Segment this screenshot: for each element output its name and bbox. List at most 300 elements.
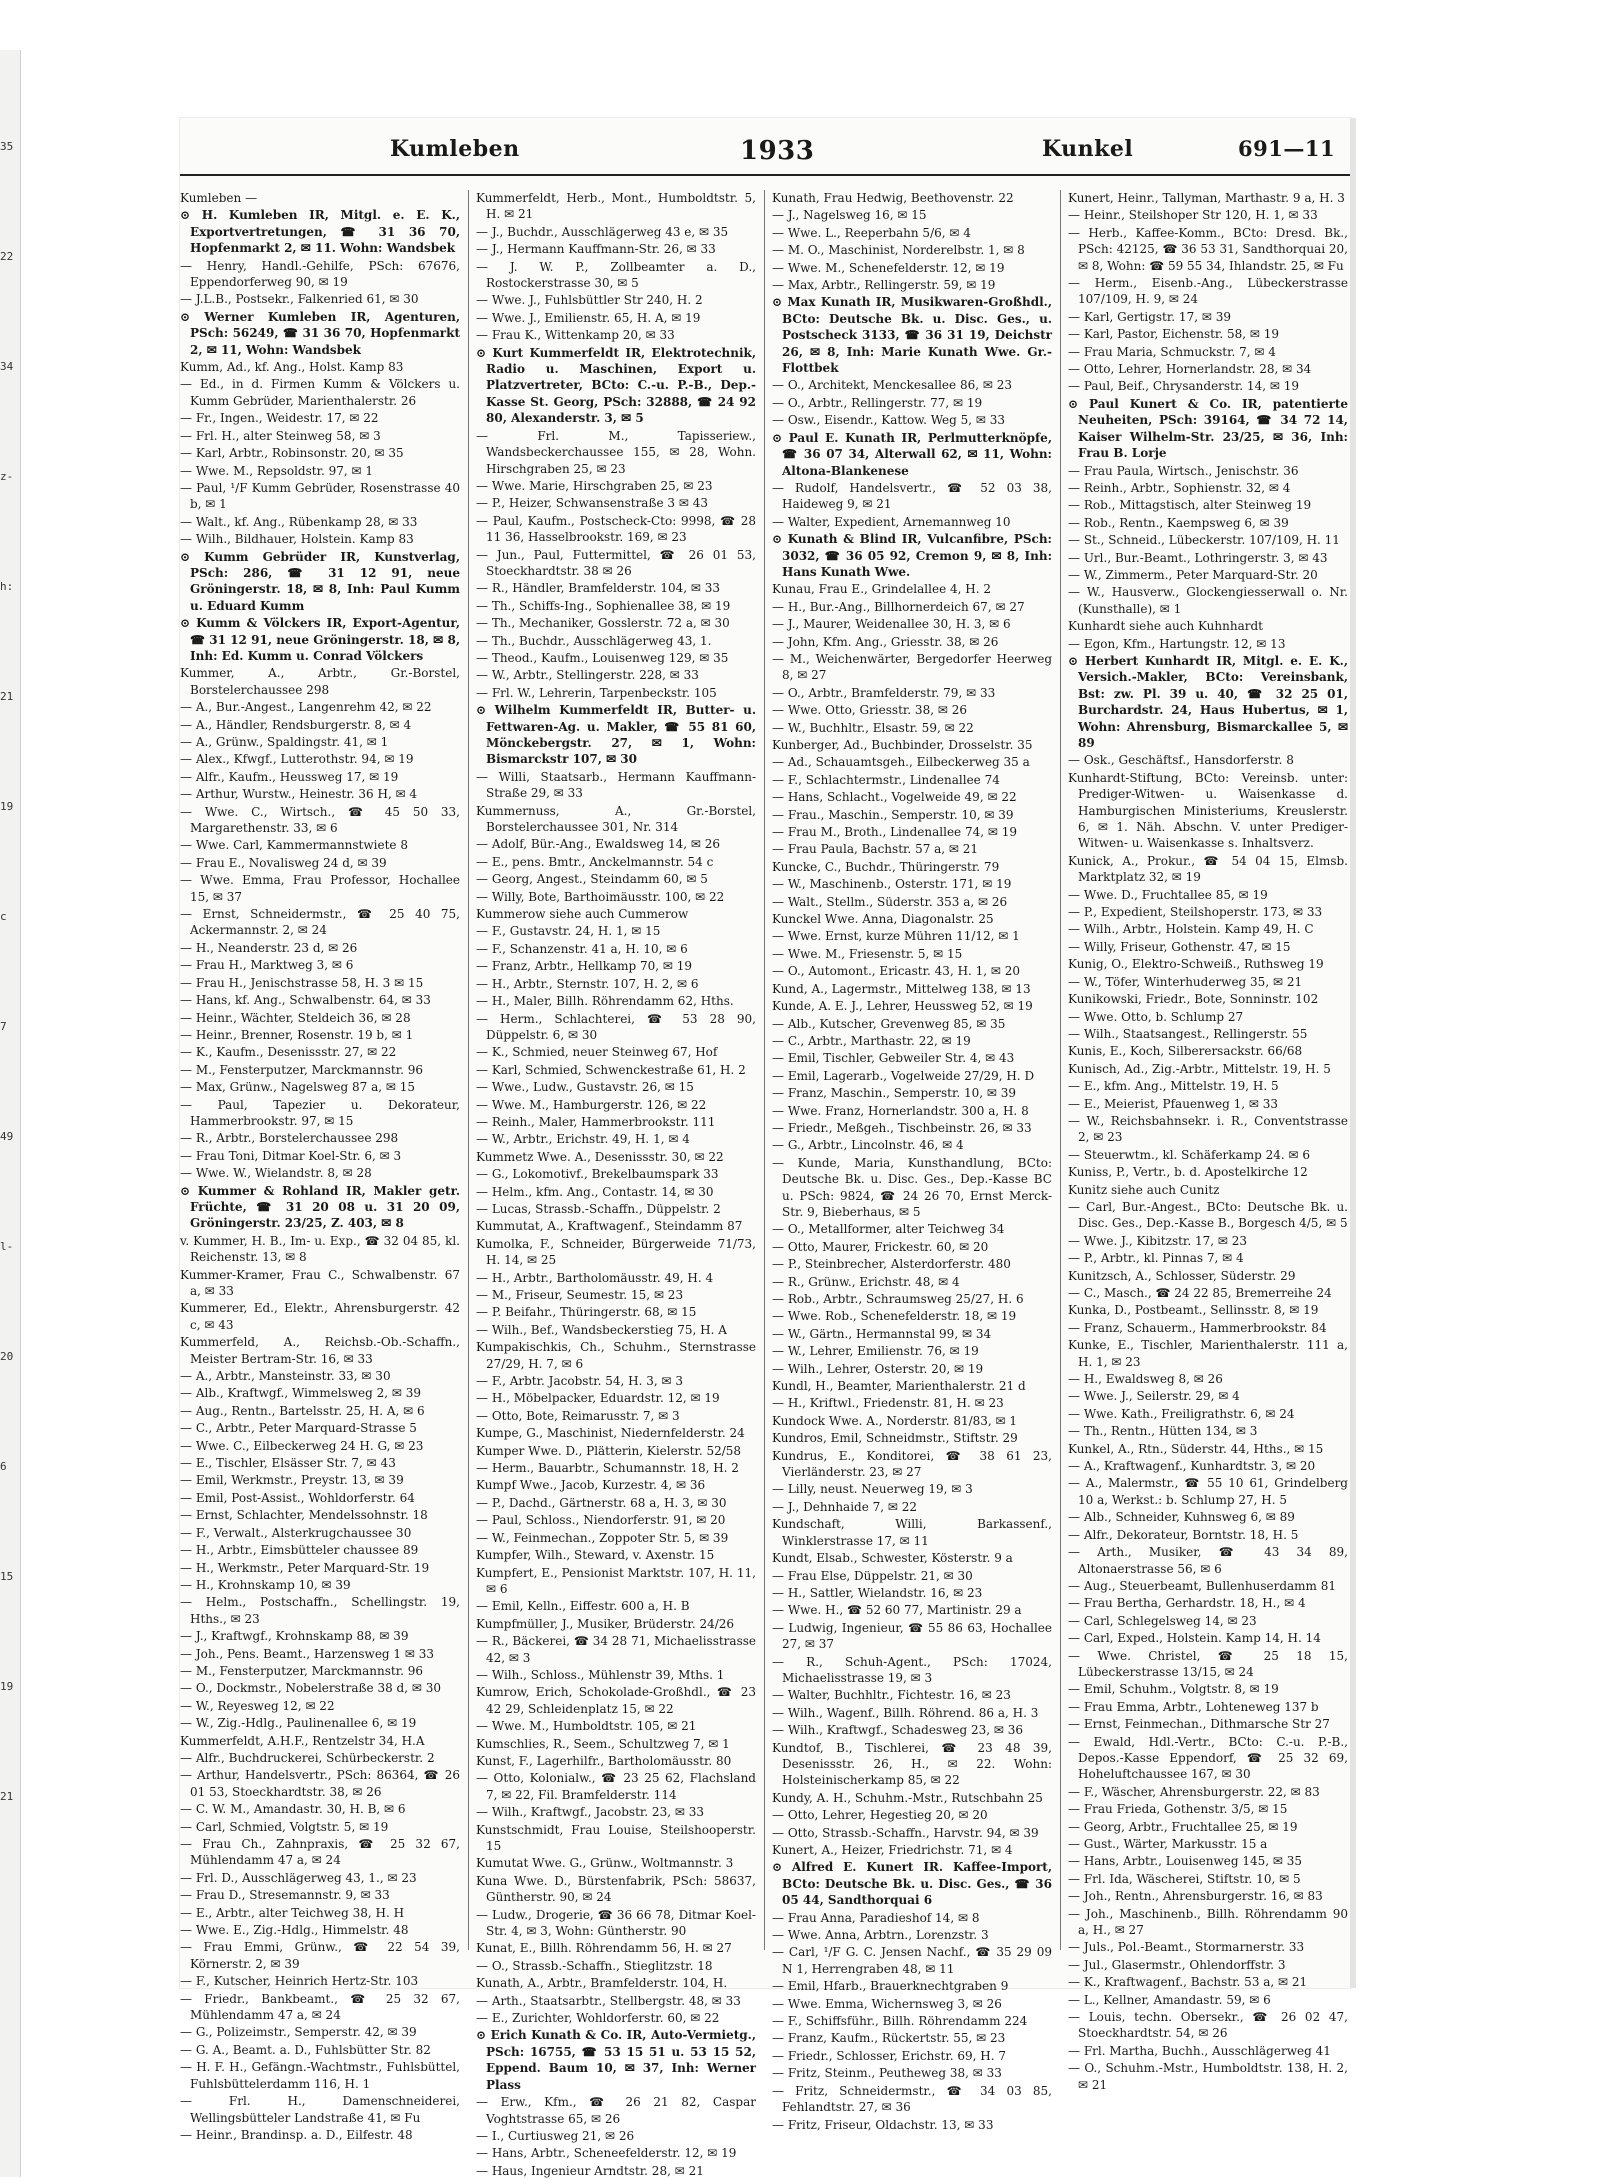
directory-column-2 bbox=[476, 190, 756, 2178]
directory-entry: — J., Maurer, Weidenallee 30, H. 3, ✉ 6 bbox=[772, 617, 1011, 632]
header-page-number: 691—11 bbox=[1238, 136, 1336, 161]
directory-entry: — O., Arbtr., Bramfelderstr. 79, ✉ 33 bbox=[772, 685, 996, 700]
directory-entry-head: Kundrus, E., Konditorei, ☎ 38 61 23, Vierländerstr. 23, ✉ 27 bbox=[772, 1448, 1052, 1480]
directory-entry: — H. F. H., Gefängn.-Wachtmstr., Fuhlsbüttel, Fuhlsbüttelerdamm 116, H. 1 bbox=[180, 2060, 460, 2091]
directory-entry: — Kunde, Maria, Kunsthandlung, BCto: Deutsche Bk. u. Disc. Ges., Dep.-Kasse BC u. PSch: 9824, ☎ 24 26 70, Ernst Merck-Str. 9, Bieberhaus, ✉ 5 bbox=[772, 1155, 1052, 1219]
directory-entry: — Helm., Postschaffn., Schellingstr. 19, Hths., ✉ 23 bbox=[180, 1595, 460, 1626]
directory-entry: — E., Tischler, Elsässer Str. 7, ✉ 43 bbox=[180, 1456, 396, 1471]
directory-entry: — Herm., Bauarbtr., Schumannstr. 18, H. 2 bbox=[476, 1461, 739, 1476]
directory-entry: — J.L.B., Postsekr., Falkenried 61, ✉ 30 bbox=[180, 292, 419, 307]
directory-entry-head: Kundl, H., Beamter, Marienthalerstr. 21 d bbox=[772, 1379, 1026, 1394]
directory-entry: — Steuerwtm., kl. Schäferkamp 24. ✉ 6 bbox=[1068, 1147, 1310, 1162]
directory-entry: — Th., Schiffs-Ing., Sophienallee 38, ✉ 19 bbox=[476, 598, 731, 613]
previous-page-fragment: l- bbox=[0, 1240, 14, 1253]
directory-entry: — W., Zig.-Hdlg., Paulinenallee 6, ✉ 19 bbox=[180, 1716, 417, 1731]
directory-entry: — Wwe. J., Seilerstr. 29, ✉ 4 bbox=[1068, 1389, 1240, 1404]
directory-entry: — Juls., Pol.-Beamt., Stormarnerstr. 33 bbox=[1068, 1940, 1305, 1955]
directory-entry: — Frau H., Marktweg 3, ✉ 6 bbox=[180, 958, 354, 973]
directory-entry: — M., Weichenwärter, Bergedorfer Heerweg 8, ✉ 27 bbox=[772, 651, 1052, 683]
directory-entry: — Friedr., Meßgeh., Tischbeinstr. 26, ✉ 33 bbox=[772, 1120, 1032, 1135]
directory-entry: — F., Schanzenstr. 41 a, H. 10, ✉ 6 bbox=[476, 941, 688, 956]
directory-entry-head: Kunstschmidt, Frau Louise, Steilshooperstr. 15 bbox=[476, 1822, 756, 1853]
directory-entry: — P., Heizer, Schwansenstraße 3 ✉ 43 bbox=[476, 496, 708, 511]
directory-entry-head: Kumleben — bbox=[180, 191, 258, 205]
directory-entry: — O., Automont., Ericastr. 43, H. 1, ✉ 20 bbox=[772, 964, 1021, 979]
directory-entry: — Wilh., Staatsangest., Rellingerstr. 55 bbox=[1068, 1026, 1308, 1041]
directory-entry: — F., Wäscher, Ahrensburgerstr. 22, ✉ 83 bbox=[1068, 1784, 1320, 1799]
directory-entry: — W., Gärtn., Hermannstal 99, ✉ 34 bbox=[772, 1326, 992, 1341]
directory-entry: — Aug., Rentn., Bartelsstr. 25, H. A, ✉ 6 bbox=[180, 1403, 425, 1418]
directory-entry: — Friedr., Schlosser, Erichstr. 69, H. 7 bbox=[772, 2048, 1006, 2063]
directory-entry: — Emil, Kelln., Eiffestr. 600 a, H. B bbox=[476, 1599, 690, 1614]
directory-entry: — Friedr., Bankbeamt., ☎ 25 32 67, Mühlendamm 47 a, ✉ 24 bbox=[180, 1991, 460, 2023]
directory-entry-head: Kundros, Emil, Schneidmstr., Stiftstr. 29 bbox=[772, 1431, 1018, 1446]
directory-entry: — Heinr., Brenner, Rosenstr. 19 b, ✉ 1 bbox=[180, 1027, 414, 1042]
previous-page-fragment: 22 bbox=[0, 250, 14, 263]
directory-entry-head: Kunde, A. E. J., Lehrer, Heussweg 52, ✉ 19 bbox=[772, 999, 1033, 1014]
directory-entry: — R., Grünw., Erichstr. 48, ✉ 4 bbox=[772, 1274, 960, 1289]
directory-entry: — J., Kraftwgf., Krohnskamp 88, ✉ 39 bbox=[180, 1629, 409, 1644]
directory-entry: — O., Strassb.-Schaffn., Stieglitzstr. 18 bbox=[476, 1958, 713, 1973]
directory-entry: — E., Arbtr., alter Teichweg 38, H. H bbox=[180, 1905, 405, 1920]
directory-entry: — A., Händler, Rendsburgerstr. 8, ✉ 4 bbox=[180, 717, 412, 732]
directory-entry: — Wwe. Marie, Hirschgraben 25, ✉ 23 bbox=[476, 478, 713, 493]
directory-entry: — J., Hermann Kauffmann-Str. 26, ✉ 33 bbox=[476, 242, 716, 257]
directory-entry: — Joh., Pens. Beamt., Harzensweg 1 ✉ 33 bbox=[180, 1646, 435, 1661]
directory-entry: — Heinr., Steilshoper Str 120, H. 1, ✉ 33 bbox=[1068, 208, 1318, 223]
directory-entry-head: Kumschlies, R., Seem., Schultzweg 7, ✉ 1 bbox=[476, 1736, 730, 1751]
column-separator bbox=[764, 190, 765, 1950]
directory-entry: — P., Dachd., Gärtnerstr. 68 a, H. 3, ✉ 30 bbox=[476, 1495, 727, 1510]
directory-entry: — W., Maschinenb., Osterstr. 171, ✉ 19 bbox=[772, 877, 1012, 892]
directory-entry: — Willy, Bote, Barthoimäusstr. 100, ✉ 22 bbox=[476, 889, 725, 904]
directory-entry: — Hans, Schlacht., Vogelweide 49, ✉ 22 bbox=[772, 790, 1017, 805]
directory-entry-head: Kunau, Frau E., Grindelallee 4, H. 2 bbox=[772, 582, 991, 597]
directory-entry: — Theod., Kaufm., Louisenweg 129, ✉ 35 bbox=[476, 650, 729, 665]
directory-entry: — Frl. D., Ausschlägerweg 43, 1., ✉ 23 bbox=[180, 1870, 417, 1885]
directory-entry-head: Kummerow siehe auch Cummerow bbox=[476, 907, 689, 922]
directory-entry: — F., Verwalt., Alsterkrugchaussee 30 bbox=[180, 1525, 412, 1540]
previous-page-fragment: 21 bbox=[0, 690, 14, 703]
directory-entry: — Ernst, Schneidermstr., ☎ 25 40 75, Ackermannstr. 2, ✉ 24 bbox=[180, 907, 460, 938]
directory-entry: — Hans, kf. Ang., Schwalbenstr. 64, ✉ 33 bbox=[180, 993, 431, 1008]
directory-entry-head: Kumpfert, E., Pensionist Marktstr. 107, H. 11, ✉ 6 bbox=[476, 1565, 756, 1596]
directory-entry: — F., Kutscher, Heinrich Hertz-Str. 103 bbox=[180, 1974, 419, 1989]
directory-entry: — Wwe. M., Repsoldstr. 97, ✉ 1 bbox=[180, 463, 374, 478]
directory-entry: — H., Möbelpacker, Eduardstr. 12, ✉ 19 bbox=[476, 1391, 720, 1406]
directory-entry: — F., Gustavstr. 24, H. 1, ✉ 15 bbox=[476, 924, 661, 939]
directory-entry: — Wwe. M., Friesenstr. 5, ✉ 15 bbox=[772, 946, 963, 961]
directory-entry: — F., Schiffsführ., Billh. Röhrendamm 224 bbox=[772, 2014, 1028, 2029]
directory-entry: — J., Buchdr., Ausschlägerweg 43 e, ✉ 35 bbox=[476, 224, 729, 239]
directory-entry: — Georg, Angest., Steindamm 60, ✉ 5 bbox=[476, 872, 708, 887]
directory-entry: — E., pens. Bmtr., Anckelmannstr. 54 c bbox=[476, 854, 714, 869]
directory-entry: — Wwe. H., ☎ 52 60 77, Martinistr. 29 a bbox=[772, 1603, 1022, 1618]
directory-entry: — Herm., Schlachterei, ☎ 53 28 90, Düppelstr. 6, ✉ 30 bbox=[476, 1011, 756, 1042]
directory-entry: ⊙ Kurt Kummerfeldt IR, Elektrotechnik, Radio u. Maschinen, Export u. Platzvertreter, BCto: C.-u. P.-B., Dep.-Kasse St. Georg, PSch: 32888, ☎ 24 92 80, Alexanderstr. 3, ✉ 5 bbox=[476, 345, 756, 426]
directory-entry: — Karl, Schmied, Schwenckestraße 61, H. 2 bbox=[476, 1062, 746, 1077]
directory-entry-head: Kumpfmüller, J., Musiker, Brüderstr. 24/26 bbox=[476, 1616, 735, 1631]
directory-entry: — P., Expedient, Steilshoperstr. 173, ✉ 33 bbox=[1068, 905, 1323, 920]
directory-entry-head: Kumpf Wwe., Jacob, Kurzestr. 4, ✉ 36 bbox=[476, 1478, 706, 1493]
directory-entry: — Franz, Maschin., Semperstr. 10, ✉ 39 bbox=[772, 1086, 1017, 1101]
directory-entry: — Ewald, Hdl.-Vertr., BCto: C.-u. P.-B., Depos.-Kasse Eppendorf, ☎ 25 32 69, Hoheluftchaussee 167, ✉ 30 bbox=[1068, 1734, 1348, 1782]
directory-entry: — Frl. W., Lehrerin, Tarpenbeckstr. 105 bbox=[476, 685, 717, 700]
directory-entry-head: Kummetz Wwe. A., Desenissstr. 30, ✉ 22 bbox=[476, 1149, 724, 1164]
directory-entry: — M., Friseur, Seumestr. 15, ✉ 23 bbox=[476, 1288, 684, 1302]
directory-entry: — Wwe. Otto, b. Schlump 27 bbox=[1068, 1009, 1244, 1024]
directory-entry: — Walter, Expedient, Arnemannweg 10 bbox=[772, 514, 1011, 529]
directory-entry: — H., Arbtr., Bartholomäusstr. 49, H. 4 bbox=[476, 1270, 714, 1285]
directory-entry: — Georg, Arbtr., Fruchtallee 25, ✉ 19 bbox=[1068, 1819, 1298, 1834]
directory-entry: — F., Arbtr. Jacobstr. 54, H. 3, ✉ 3 bbox=[476, 1374, 684, 1389]
directory-entry-head: Kunitzsch, A., Schlosser, Süderstr. 29 bbox=[1068, 1268, 1296, 1283]
previous-page-fragment: 19 bbox=[0, 1680, 14, 1693]
directory-entry: — C., Arbtr., Peter Marquard-Strasse 5 bbox=[180, 1421, 417, 1436]
directory-entry: — W., Hausverw., Glockengiesserwall o. Nr. (Kunsthalle), ✉ 1 bbox=[1068, 585, 1348, 616]
directory-entry: — Jul., Glasermstr., Ohlendorffstr. 3 bbox=[1068, 1957, 1286, 1972]
directory-entry-head: Kunberger, Ad., Buchbinder, Drosselstr. 35 bbox=[772, 738, 1033, 752]
directory-entry: — Ernst, Feinmechan., Dithmarsche Str 27 bbox=[1068, 1717, 1330, 1732]
directory-entry: — Wwe. Emma, Wichernsweg 3, ✉ 26 bbox=[772, 1996, 1002, 2011]
directory-entry: — Frau M., Broth., Lindenallee 74, ✉ 19 bbox=[772, 825, 1018, 840]
directory-entry: — R., Händler, Bramfelderstr. 104, ✉ 33 bbox=[476, 581, 720, 596]
directory-entry: — A., Bur.-Angest., Langenrehm 42, ✉ 22 bbox=[180, 700, 432, 715]
directory-entry: — H., Werkmstr., Peter Marquard-Str. 19 bbox=[180, 1560, 430, 1575]
directory-entry: — Wwe. Emma, Frau Professor, Hochallee 15, ✉ 37 bbox=[180, 873, 460, 904]
previous-page-fragment: 15 bbox=[0, 1570, 14, 1583]
directory-entry: — Otto, Lehrer, Hegestieg 20, ✉ 20 bbox=[772, 1808, 988, 1823]
directory-entry-head: Kumpe, G., Maschinist, Niedernfelderstr. 24 bbox=[476, 1426, 745, 1441]
directory-entry-head: Kund, A., Lagermstr., Mittelweg 138, ✉ 13 bbox=[772, 981, 1031, 996]
directory-entry: — I., Curtiusweg 21, ✉ 26 bbox=[476, 2128, 635, 2143]
directory-column-1 bbox=[180, 190, 460, 2142]
directory-entry: — M., Fensterputzer, Marckmannstr. 96 bbox=[180, 1062, 424, 1077]
directory-entry: — Carl, ¹/F G. C. Jensen Nachf., ☎ 35 29 09 N 1, Herrengraben 48, ✉ 11 bbox=[772, 1945, 1052, 1976]
directory-entry-head: Kunisch, Ad., Zig.-Arbtr., Mittelstr. 19, H. 5 bbox=[1068, 1061, 1331, 1076]
directory-entry-head: v. Kummer, H. B., Im- u. Exp., ☎ 32 04 85, kl. Reichenstr. 13, ✉ 8 bbox=[180, 1233, 460, 1265]
directory-entry: — Fritz, Friseur, Oldachstr. 13, ✉ 33 bbox=[772, 2117, 994, 2132]
directory-entry-head: Kunis, E., Koch, Silberersackstr. 66/68 bbox=[1068, 1044, 1303, 1059]
directory-entry: — G., Lokomotivf., Brekelbaumspark 33 bbox=[476, 1167, 719, 1182]
previous-page-fragment: 34 bbox=[0, 360, 14, 373]
directory-entry: — Wwe. Christel, ☎ 25 18 15, Lübeckerstrasse 13/15, ✉ 24 bbox=[1068, 1648, 1348, 1679]
directory-entry: — Alfr., Kaufm., Heussweg 17, ✉ 19 bbox=[180, 769, 399, 784]
page-shadow bbox=[1350, 118, 1356, 1988]
directory-entry: — Frl. H., alter Steinweg 58, ✉ 3 bbox=[180, 428, 381, 443]
directory-entry: — O., Metallformer, alter Teichweg 34 bbox=[772, 1222, 1005, 1237]
directory-entry: — Frau D., Stresemannstr. 9, ✉ 33 bbox=[180, 1888, 390, 1903]
directory-entry: — Egon, Kfm., Hartungstr. 12, ✉ 13 bbox=[1068, 636, 1286, 651]
directory-entry: — Reinh., Maler, Hammerbrookstr. 111 bbox=[476, 1114, 716, 1129]
previous-page-fragment: c bbox=[0, 910, 7, 923]
directory-entry: — Emil, Schuhm., Volgtstr. 8, ✉ 19 bbox=[1068, 1682, 1279, 1697]
directory-entry: — Osk., Geschäftsf., Hansdorferstr. 8 bbox=[1068, 753, 1294, 768]
directory-entry: — H., Kriftwl., Friedenstr. 81, H. ✉ 23 bbox=[772, 1396, 1004, 1411]
directory-entry-head: Kumpakischkis, Ch., Schuhm., Sternstrasse 27/29, H. 7, ✉ 6 bbox=[476, 1340, 756, 1371]
directory-entry-head: Kummerfeldt, Herb., Mont., Humboldtstr. 5, H. ✉ 21 bbox=[476, 191, 756, 222]
directory-entry: — Wilh., Wagenf., Billh. Röhrend. 86 a, H. 3 bbox=[772, 1705, 1039, 1720]
directory-entry: — Emil, Post-Assist., Wohldorferstr. 64 bbox=[180, 1490, 415, 1505]
header-rule bbox=[180, 174, 1350, 176]
directory-entry-head: Kumrow, Erich, Schokolade-Großhdl., ☎ 23 42 29, Schleidenplatz 15, ✉ 22 bbox=[476, 1685, 756, 1716]
directory-entry: — M. O., Maschinist, Norderelbstr. 1, ✉ 8 bbox=[772, 243, 1025, 258]
directory-entry: — Frau Maria, Schmuckstr. 7, ✉ 4 bbox=[1068, 344, 1276, 359]
directory-entry: — A., Arbtr., Mansteinstr. 33, ✉ 30 bbox=[180, 1369, 391, 1384]
directory-entry: — Wwe. Carl, Kammermannstwiete 8 bbox=[180, 838, 408, 853]
directory-entry-head: Kuna Wwe. D., Bürstenfabrik, PSch: 58637, Güntherstr. 90, ✉ 24 bbox=[476, 1873, 756, 1905]
directory-entry: — J. W. P., Zollbeamter a. D., Rostockerstrasse 30, ✉ 5 bbox=[476, 259, 756, 291]
directory-entry: — Carl, Exped., Holstein. Kamp 14, H. 14 bbox=[1068, 1631, 1321, 1646]
directory-entry: — Wwe. Kath., Freiligrathstr. 6, ✉ 24 bbox=[1068, 1406, 1295, 1421]
directory-entry-head: Kunkel, A., Rtn., Süderstr. 44, Hths., ✉ 15 bbox=[1068, 1441, 1324, 1456]
directory-entry: — Joh., Rentn., Ahrensburgerstr. 16, ✉ 83 bbox=[1068, 1889, 1323, 1904]
directory-entry: — Wwe. M., Hamburgerstr. 126, ✉ 22 bbox=[476, 1097, 707, 1112]
directory-entry: — H., Sattler, Wielandstr. 16, ✉ 23 bbox=[772, 1585, 983, 1600]
directory-entry: — Frl. Ida, Wäscherei, Stiftstr. 10, ✉ 5 bbox=[1068, 1871, 1301, 1886]
directory-entry-head: Kummutat, A., Kraftwagenf., Steindamm 87 bbox=[476, 1219, 743, 1234]
directory-entry: — Frau E., Novalisweg 24 d, ✉ 39 bbox=[180, 855, 387, 870]
directory-entry: ⊙ Alfred E. Kunert IR. Kaffee-Import, BCto: Deutsche Bk. u. Disc. Ges., ☎ 36 05 44, Sandthorquai 6 bbox=[772, 1860, 1052, 1908]
directory-entry: — Wwe., Ludw., Gustavstr. 26, ✉ 15 bbox=[476, 1080, 694, 1095]
directory-entry: — Frau Else, Düppelstr. 21, ✉ 30 bbox=[772, 1568, 973, 1583]
directory-entry: — O., Dockmstr., Nobelerstraße 38 d, ✉ 30 bbox=[180, 1681, 441, 1696]
directory-entry: — Wilh., Bildhauer, Holstein. Kamp 83 bbox=[180, 532, 414, 547]
directory-entry: — Ludw., Drogerie, ☎ 36 66 78, Ditmar Koel-Str. 4, ✉ 3, Wohn: Güntherstr. 90 bbox=[476, 1907, 756, 1939]
directory-entry: — K., Schmied, neuer Steinweg 67, Hof bbox=[476, 1045, 718, 1060]
directory-entry: — Max, Grünw., Nagelsweg 87 a, ✉ 15 bbox=[180, 1080, 416, 1095]
directory-entry: — Otto, Strassb.-Schaffn., Harvstr. 94, ✉ 39 bbox=[772, 1825, 1039, 1840]
directory-entry: — H., Maler, Billh. Röhrendamm 62, Hths. bbox=[476, 994, 734, 1009]
directory-entry: — Wwe. Otto, Griesstr. 38, ✉ 26 bbox=[772, 703, 967, 718]
directory-entry: — Adolf, Bür.-Ang., Ewaldsweg 14, ✉ 26 bbox=[476, 837, 720, 852]
directory-entry-head: Kunat, E., Billh. Röhrendamm 56, H. ✉ 27 bbox=[476, 1941, 732, 1956]
directory-entry: — Rudolf, Handelsvertr., ☎ 52 03 38, Haideweg 9, ✉ 21 bbox=[772, 480, 1052, 512]
directory-entry: — Frau Anna, Paradieshof 14, ✉ 8 bbox=[772, 1910, 980, 1925]
previous-page-fragment: h: bbox=[0, 580, 14, 593]
directory-entry: — Heinr., Wächter, Steldeich 36, ✉ 28 bbox=[180, 1010, 411, 1025]
directory-entry: ⊙ Herbert Kunhardt IR, Mitgl. e. E. K., Versich.-Makler, BCto: Vereinsbank, Bst: zw. Pl. 39 u. 40, ☎ 32 25 01, Burchardstr. 24, Haus Hubertus, ✉ 1, Wohn: Ahrensburg, Bismarckallee 5, ✉ 89 bbox=[1068, 653, 1348, 750]
directory-entry: — P. Beifahr., Thüringerstr. 68, ✉ 15 bbox=[476, 1305, 697, 1320]
directory-entry-head: Kunig, O., Elektro-Schweiß., Ruthsweg 19 bbox=[1068, 957, 1324, 972]
directory-column-4 bbox=[1068, 190, 1348, 2092]
directory-entry: — W., Feinmechan., Zoppoter Str. 5, ✉ 39 bbox=[476, 1530, 729, 1545]
directory-entry-head: Kumolka, F., Schneider, Bürgerweide 71/73, H. 14, ✉ 25 bbox=[476, 1236, 756, 1268]
directory-entry: ⊙ Kumm Gebrüder IR, Kunstverlag, PSch: 286, ☎ 31 12 91, neue Gröningerstr. 18, ✉ 8, Inh: Paul Kumm u. Eduard Kumm bbox=[180, 549, 460, 613]
previous-page-fragment: 35 bbox=[0, 140, 14, 153]
header-right-keyword: Kunkel bbox=[1042, 136, 1134, 162]
directory-entry: — Otto, Maurer, Frickestr. 60, ✉ 20 bbox=[772, 1239, 989, 1254]
directory-entry: — Walter, Buchhltr., Fichtestr. 16, ✉ 23 bbox=[772, 1688, 1011, 1703]
directory-entry: — Th., Mechaniker, Gosslerstr. 72 a, ✉ 30 bbox=[476, 616, 730, 631]
directory-entry: — H., Krohnskamp 10, ✉ 39 bbox=[180, 1577, 351, 1592]
directory-entry: — Th., Rentn., Hütten 134, ✉ 3 bbox=[1068, 1424, 1258, 1439]
directory-entry-head: Kumutat Wwe. G., Grünw., Woltmannstr. 3 bbox=[476, 1856, 734, 1871]
directory-entry: — Franz, Arbtr., Hellkamp 70, ✉ 19 bbox=[476, 959, 693, 974]
directory-entry: — Frl. H., Damenschneiderei, Wellingsbütteler Landstraße 41, ✉ Fu bbox=[180, 2094, 460, 2125]
directory-entry: — W., Arbtr., Erichstr. 49, H. 1, ✉ 4 bbox=[476, 1132, 690, 1147]
directory-entry: — Frau Paula, Wirtsch., Jenischstr. 36 bbox=[1068, 463, 1299, 478]
directory-entry: — A., Malermstr., ☎ 55 10 61, Grindelberg 10 a, Werkst.: b. Schlump 27, H. 5 bbox=[1068, 1476, 1348, 1507]
directory-entry: — Alb., Kraftwgf., Wimmelsweg 2, ✉ 39 bbox=[180, 1386, 422, 1401]
directory-entry: — W., Töfer, Winterhuderweg 35, ✉ 21 bbox=[1068, 974, 1303, 989]
directory-entry: — O., Arbtr., Rellingerstr. 77, ✉ 19 bbox=[772, 395, 983, 410]
directory-entry: — Karl, Pastor, Eichenstr. 58, ✉ 19 bbox=[1068, 327, 1280, 342]
directory-entry: — Rob., Arbtr., Schraumsweg 25/27, H. 6 bbox=[772, 1292, 1024, 1306]
directory-entry: — Wilh., Arbtr., Holstein. Kamp 49, H. C bbox=[1068, 922, 1314, 937]
directory-entry-head: Kunhardt-Stiftung, BCto: Vereinsb. unter: Prediger-Witwen- u. Waisenkasse d. Hamburgischen Ministeriums, Kreuslerstr. 6, ✉ 1. Näh. Abschn. V. unter Prediger-Witwen- u. Waisenkasse s. Inhaltsverz. bbox=[1068, 770, 1348, 851]
directory-entry: ⊙ Paul Kunert & Co. IR, patentierte Neuheiten, PSch: 39164, ☎ 34 72 14, Kaiser Wilhelm-Str. 23/25, ✉ 36, Inh: Frau B. Lorje bbox=[1068, 396, 1348, 461]
directory-entry: — Osw., Eisendr., Kattow. Weg 5, ✉ 33 bbox=[772, 413, 1006, 428]
previous-page-fragment: 19 bbox=[0, 800, 14, 813]
directory-entry-head: Kunitz siehe auch Cunitz bbox=[1068, 1182, 1220, 1197]
directory-entry: — G., Arbtr., Lincolnstr. 46, ✉ 4 bbox=[772, 1138, 964, 1153]
directory-entry: — F., Schlachtermstr., Lindenallee 74 bbox=[772, 772, 1000, 787]
directory-entry: — Frl. M., Tapisseriew., Wandsbeckerchaussee 155, ✉ 28, Wohn. Hirschgraben 25, ✉ 23 bbox=[476, 428, 756, 476]
directory-entry: — Helm., kfm. Ang., Contastr. 14, ✉ 30 bbox=[476, 1184, 714, 1199]
directory-entry: — Reinh., Arbtr., Sophienstr. 32, ✉ 4 bbox=[1068, 480, 1291, 495]
directory-entry: — Walt., Stellm., Süderstr. 353 a, ✉ 26 bbox=[772, 894, 1008, 909]
directory-entry-head: Kunick, A., Prokur., ☎ 54 04 15, Elmsb. Marktplatz 32, ✉ 19 bbox=[1068, 853, 1348, 885]
directory-entry-head: Kummerfeld, A., Reichsb.-Ob.-Schaffn., Meister Bertram-Str. 16, ✉ 33 bbox=[180, 1335, 460, 1366]
directory-entry: — Emil, Lagerarb., Vogelweide 27/29, H. D bbox=[772, 1068, 1035, 1083]
directory-entry: — G., Polizeimstr., Semperstr. 42, ✉ 39 bbox=[180, 2025, 417, 2040]
directory-entry: — Arth., Staatsarbtr., Stellbergstr. 48, ✉ 33 bbox=[476, 1993, 741, 2008]
directory-entry: — G. A., Beamt. a. D., Fuhlsbütter Str. 82 bbox=[180, 2042, 431, 2057]
directory-entry: ⊙ H. Kumleben IR, Mitgl. e. E. K., Exportvertretungen, ☎ 31 36 70, Hopfenmarkt 2, ✉ 11. Wohn: Wandsbek bbox=[180, 208, 460, 256]
directory-entry: — Willy, Friseur, Gothenstr. 47, ✉ 15 bbox=[1068, 939, 1291, 954]
directory-entry-head: Kundt, Elsab., Schwester, Kösterstr. 9 a bbox=[772, 1551, 1013, 1566]
directory-entry: — Frau Ch., Zahnpraxis, ☎ 25 32 67, Mühlendamm 47 a, ✉ 24 bbox=[180, 1837, 460, 1868]
directory-entry: — R., Schuh-Agent., PSch: 17024, Michaelisstrasse 19, ✉ 3 bbox=[772, 1654, 1052, 1685]
directory-entry-head: Kuniss, P., Vertr., b. d. Apostelkirche 12 bbox=[1068, 1165, 1308, 1180]
directory-entry: — W., Reichsbahnsekr. i. R., Conventstrasse 2, ✉ 23 bbox=[1068, 1113, 1348, 1145]
directory-entry: — Paul, ¹/F Kumm Gebrüder, Rosenstrasse 40 b, ✉ 1 bbox=[180, 480, 460, 512]
directory-entry: — Franz, Kaufm., Rückertstr. 55, ✉ 23 bbox=[772, 2031, 1006, 2046]
directory-entry: — Wwe. J., Kibitzstr. 17, ✉ 23 bbox=[1068, 1233, 1248, 1248]
directory-column-3 bbox=[772, 190, 1052, 2132]
directory-entry: — W., Zimmerm., Peter Marquard-Str. 20 bbox=[1068, 567, 1318, 582]
directory-entry: — Haus, Ingenieur Arndtstr. 28, ✉ 21 bbox=[476, 2163, 704, 2178]
directory-entry: — Paul, Kaufm., Postscheck-Cto: 9998, ☎ 28 11 36, Hasselbrookstr. 169, ✉ 23 bbox=[476, 513, 756, 545]
directory-entry-head: Kummer, A., Arbtr., Gr.-Borstel, Borstelerchaussee 298 bbox=[180, 666, 460, 697]
directory-entry: — Fritz, Steinm., Peutheweg 38, ✉ 33 bbox=[772, 2066, 1002, 2081]
directory-entry: — Alb., Kutscher, Grevenweg 85, ✉ 35 bbox=[772, 1016, 1006, 1031]
directory-entry: — Lilly, neust. Neuerweg 19, ✉ 3 bbox=[772, 1482, 973, 1497]
directory-entry-head: Kummerer, Ed., Elektr., Ahrensburgerstr. 42 c, ✉ 43 bbox=[180, 1301, 460, 1332]
directory-entry-head: Kunikowski, Friedr., Bote, Sonninstr. 102 bbox=[1068, 992, 1319, 1007]
directory-entry: — Arthur, Wurstw., Heinestr. 36 H, ✉ 4 bbox=[180, 787, 418, 802]
directory-entry: — Wwe. L., Reeperbahn 5/6, ✉ 4 bbox=[772, 225, 971, 240]
directory-entry: — K., Kaufm., Desenissstr. 27, ✉ 22 bbox=[180, 1045, 397, 1060]
directory-entry: ⊙ Wilhelm Kummerfeldt IR, Butter- u. Fettwaren-Ag. u. Makler, ☎ 55 81 60, Mönckebergstr. 27, ✉ 1, Wohn: Bismarckstr 107, ✉ 30 bbox=[476, 703, 756, 767]
directory-entry: — Karl, Gertigstr. 17, ✉ 39 bbox=[1068, 309, 1231, 324]
directory-entry: — Wwe. J., Fuhlsbüttler Str 240, H. 2 bbox=[476, 293, 703, 308]
directory-entry: — Lucas, Strassb.-Schaffn., Düppelstr. 2 bbox=[476, 1201, 721, 1216]
directory-entry: — H., Arbtr., Sternstr. 107, H. 2, ✉ 6 bbox=[476, 976, 699, 991]
directory-entry-head: Kunath, Frau Hedwig, Beethovenstr. 22 bbox=[772, 191, 1014, 205]
directory-entry: — Gust., Wärter, Markusstr. 15 a bbox=[1068, 1837, 1268, 1851]
directory-entry: — Emil, Tischler, Gebweiler Str. 4, ✉ 43 bbox=[772, 1051, 1015, 1066]
directory-entry: — Wwe. Rob., Schenefelderstr. 18, ✉ 19 bbox=[772, 1309, 1017, 1324]
header-left-keyword: Kumleben bbox=[390, 136, 520, 162]
directory-entry: — Hans, Arbtr., Scheneefelderstr. 12, ✉ 19 bbox=[476, 2146, 737, 2161]
directory-entry: — Frau K., Wittenkamp 20, ✉ 33 bbox=[476, 328, 675, 343]
directory-entry: — W., Reyesweg 12, ✉ 22 bbox=[180, 1698, 335, 1713]
directory-entry: — W., Arbtr., Stellingerstr. 228, ✉ 33 bbox=[476, 668, 699, 683]
directory-entry: — Wwe. W., Wielandstr. 8, ✉ 28 bbox=[180, 1166, 372, 1181]
directory-entry-head: Kundschaft, Willi, Barkassenf., Winklerstrasse 17, ✉ 11 bbox=[772, 1517, 1052, 1548]
directory-entry: — J., Nagelsweg 16, ✉ 15 bbox=[772, 208, 927, 223]
directory-entry-head: Kumpfer, Wilh., Steward, v. Axenstr. 15 bbox=[476, 1548, 715, 1563]
directory-entry: — Ed., in d. Firmen Kumm & Völckers u. Kumm Gebrüder, Marienthalerstr. 26 bbox=[180, 377, 460, 408]
directory-entry: — Otto, Bote, Reimarusstr. 7, ✉ 3 bbox=[476, 1408, 680, 1423]
directory-entry: — Wilh., Bef., Wandsbeckerstieg 75, H. A bbox=[476, 1322, 727, 1337]
directory-entry: — Erw., Kfm., ☎ 26 21 82, Caspar Voghtstrasse 65, ✉ 26 bbox=[476, 2095, 756, 2126]
directory-entry-head: Kundock Wwe. A., Norderstr. 81/83, ✉ 1 bbox=[772, 1413, 1018, 1428]
directory-entry: — Wwe. Franz, Hornerlandstr. 300 a, H. 8 bbox=[772, 1103, 1029, 1118]
directory-entry: — K., Kraftwagenf., Bachstr. 53 a, ✉ 21 bbox=[1068, 1975, 1308, 1990]
directory-entry: — W., Buchhltr., Elsastr. 59, ✉ 22 bbox=[772, 720, 974, 735]
directory-entry: — Rob., Rentn., Kaempsweg 6, ✉ 39 bbox=[1068, 515, 1289, 530]
directory-entry-head: Kuncke, C., Buchdr., Thüringerstr. 79 bbox=[772, 859, 1000, 874]
directory-entry: ⊙ Erich Kunath & Co. IR, Auto-Vermietg., PSch: 16755, ☎ 53 15 51 u. 53 15 52, Eppend. Baum 10, ✉ 37, Inh: Werner Plass bbox=[476, 2028, 756, 2092]
directory-entry: — Wwe. M., Humboldtstr. 105, ✉ 21 bbox=[476, 1719, 697, 1734]
header-year: 1933 bbox=[740, 136, 815, 166]
directory-entry: — A., Kraftwagenf., Kunhardtstr. 3, ✉ 20 bbox=[1068, 1459, 1316, 1474]
directory-entry: — P., Steinbrecher, Alsterdorferstr. 480 bbox=[772, 1257, 1011, 1272]
directory-entry-head: Kunke, E., Tischler, Marienthalerstr. 111 a, H. 1, ✉ 23 bbox=[1068, 1338, 1348, 1369]
directory-entry: — O., Schuhm.-Mstr., Humboldtstr. 138, H. 2, ✉ 21 bbox=[1068, 2061, 1348, 2092]
directory-entry: — J., Dehnhaide 7, ✉ 22 bbox=[772, 1499, 918, 1514]
directory-entry: — Frau Emma, Arbtr., Lohteneweg 137 b bbox=[1068, 1699, 1319, 1714]
directory-entry: — Otto, Kolonialw., ☎ 23 25 62, Flachsland 7, ✉ 22, Fil. Bramfelderstr. 114 bbox=[476, 1771, 756, 1802]
directory-entry: — W., Lehrer, Emilienstr. 76, ✉ 19 bbox=[772, 1344, 979, 1359]
directory-entry: — Wilh., Kraftwgf., Schadesweg 23, ✉ 36 bbox=[772, 1723, 1023, 1738]
directory-entry: — St., Schneid., Lübeckerstr. 107/109, H. 11 bbox=[1068, 533, 1340, 548]
column-separator bbox=[468, 190, 469, 1950]
directory-entry: — M., Fensterputzer, Marckmannstr. 96 bbox=[180, 1663, 424, 1678]
directory-entry: — Ludwig, Ingenieur, ☎ 55 86 63, Hochallee 27, ✉ 37 bbox=[772, 1620, 1052, 1652]
directory-entry: — Emil, Werkmstr., Preystr. 13, ✉ 39 bbox=[180, 1473, 404, 1488]
directory-entry: ⊙ Max Kunath IR, Musikwaren-Großhdl., BCto: Deutsche Bk. u. Disc. Ges., u. Postscheck 3133, ☎ 36 31 19, Deichstr 26, ✉ 8, Inh: Marie Kunath Wwe. Gr.-Flottbek bbox=[772, 295, 1052, 376]
directory-entry: — Frau Bertha, Gerhardstr. 18, H., ✉ 4 bbox=[1068, 1596, 1306, 1611]
directory-entry: — Wwe. D., Fruchtallee 85, ✉ 19 bbox=[1068, 887, 1268, 902]
directory-entry: — Louis, techn. Obersekr., ☎ 26 02 47, Stoeckhardtstr. 54, ✉ 26 bbox=[1068, 2010, 1348, 2041]
directory-entry: — H., Ewaldsweg 8, ✉ 26 bbox=[1068, 1372, 1223, 1387]
directory-entry: — E., Zurichter, Wohldorferstr. 60, ✉ 22 bbox=[476, 2011, 720, 2026]
directory-entry: — R., Arbtr., Borstelerchaussee 298 bbox=[180, 1131, 399, 1146]
directory-entry: — Arth., Musiker, ☎ 43 34 89, Altonaerstrasse 56, ✉ 6 bbox=[1068, 1545, 1348, 1576]
directory-entry: ⊙ Kumm & Völckers IR, Export-Agentur, ☎ 31 12 91, neue Gröningerstr. 18, ✉ 8, Inh: Ed. Kumm u. Conrad Völckers bbox=[180, 616, 460, 663]
directory-entry: — Karl, Arbtr., Robinsonstr. 20, ✉ 35 bbox=[180, 446, 404, 461]
directory-entry: — Paul, Schloss., Niendorferstr. 91, ✉ 20 bbox=[476, 1513, 726, 1528]
directory-entry: — Frau Paula, Bachstr. 57 a, ✉ 21 bbox=[772, 842, 979, 857]
directory-entry: — Joh., Maschinenb., Billh. Röhrendamm 90 a, H., ✉ 27 bbox=[1068, 1906, 1348, 1938]
directory-entry: — Max, Arbtr., Rellingerstr. 59, ✉ 19 bbox=[772, 278, 996, 293]
directory-entry: — Frau Frieda, Gothenstr. 3/5, ✉ 15 bbox=[1068, 1802, 1288, 1817]
directory-entry: — C., Arbtr., Marthastr. 22, ✉ 19 bbox=[772, 1033, 971, 1048]
directory-entry: — Frau Toni, Ditmar Koel-Str. 6, ✉ 3 bbox=[180, 1148, 402, 1163]
directory-entry: — Herb., Kaffee-Komm., BCto: Dresd. Bk., PSch: 42125, ☎ 36 53 31, Sandthorquai 20, ✉ 8, Wohn: ☎ 59 55 34, Ihlandstr. 25, ✉ Fu bbox=[1068, 225, 1348, 273]
directory-entry: — P., Arbtr., kl. Pinnas 7, ✉ 4 bbox=[1068, 1251, 1244, 1266]
directory-entry: — Alb., Schneider, Kuhnsweg 6, ✉ 89 bbox=[1068, 1510, 1295, 1525]
directory-entry: — C. W. M., Amandastr. 30, H. B, ✉ 6 bbox=[180, 1802, 406, 1817]
directory-entry-head: Kunka, D., Postbeamt., Sellinsstr. 8, ✉ 19 bbox=[1068, 1303, 1319, 1318]
previous-page-fragment: 7 bbox=[0, 1020, 7, 1033]
directory-entry-head: Kundy, A. H., Schuhm.-Mstr., Rutschbahn 25 bbox=[772, 1790, 1043, 1805]
directory-entry: — Alfr., Dekorateur, Borntstr. 18, H. 5 bbox=[1068, 1527, 1299, 1542]
